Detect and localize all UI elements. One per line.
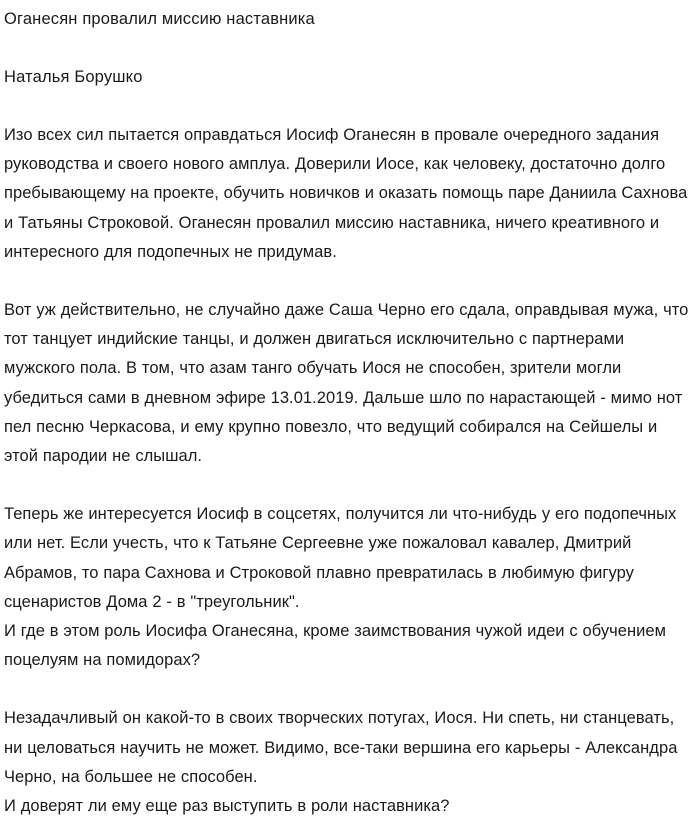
page-title: Оганесян провалил миссию наставника — [4, 10, 315, 28]
article-paragraph: Теперь же интересуется Иосиф в соцсетях, получится ли что-нибудь у его подопечных или нет. Если учесть, что к Татьяне Сергеевне уже пожаловал кавалер, Дмитрий Абрамов, то пара Сахнова и Строковой плавно превратилась в любимую фигуру сценаристов Дома 2 - в "треугольник". — [4, 505, 677, 611]
article-paragraph: Вот уж действительно, не случайно даже Саша Черно его сдала, оправдывая мужа, что тот танцует индийские танцы, и должен двигаться исключительно с партнерами мужского пола. В том, что азам танго обучать Иося не способен, зрители могли убедиться сами в дневном эфире 13.01.2019. Дальше шло по нарастающей - мимо нот пел песню Черкасова, и ему крупно повезло, что ведущий собирался на Сейшелы и этой пародии не слышал. — [4, 301, 689, 466]
article-paragraph: И где в этом роль Иосифа Оганесяна, кроме заимствования чужой идеи с обучением поцелуям на помидорах? — [4, 622, 667, 670]
article-paragraph: Незадачливый он какой-то в своих творческих потугах, Иося. Ни спеть, ни станцевать, ни целоваться научить не может. Видимо, все-таки вершина его карьеры - Александра Черно, на большее не способен. — [4, 709, 678, 786]
article-author: Наталья Борушко — [4, 68, 143, 86]
article-paragraph: Изо всех сил пытается оправдаться Иосиф Оганесян в провале очередного задания руководства и своего нового амплуа. Доверили Иосе, как человеку, достаточно долго пребывающему на проекте, обучить новичков и оказать помощь паре Даниила Сахнова и Татьяны Строковой. Оганесян провалил миссию наставника, ничего креативного и интересного для подопечных не придумав. — [4, 126, 688, 261]
article-closing-question: И доверят ли ему еще раз выступить в роли наставника? — [4, 797, 450, 816]
